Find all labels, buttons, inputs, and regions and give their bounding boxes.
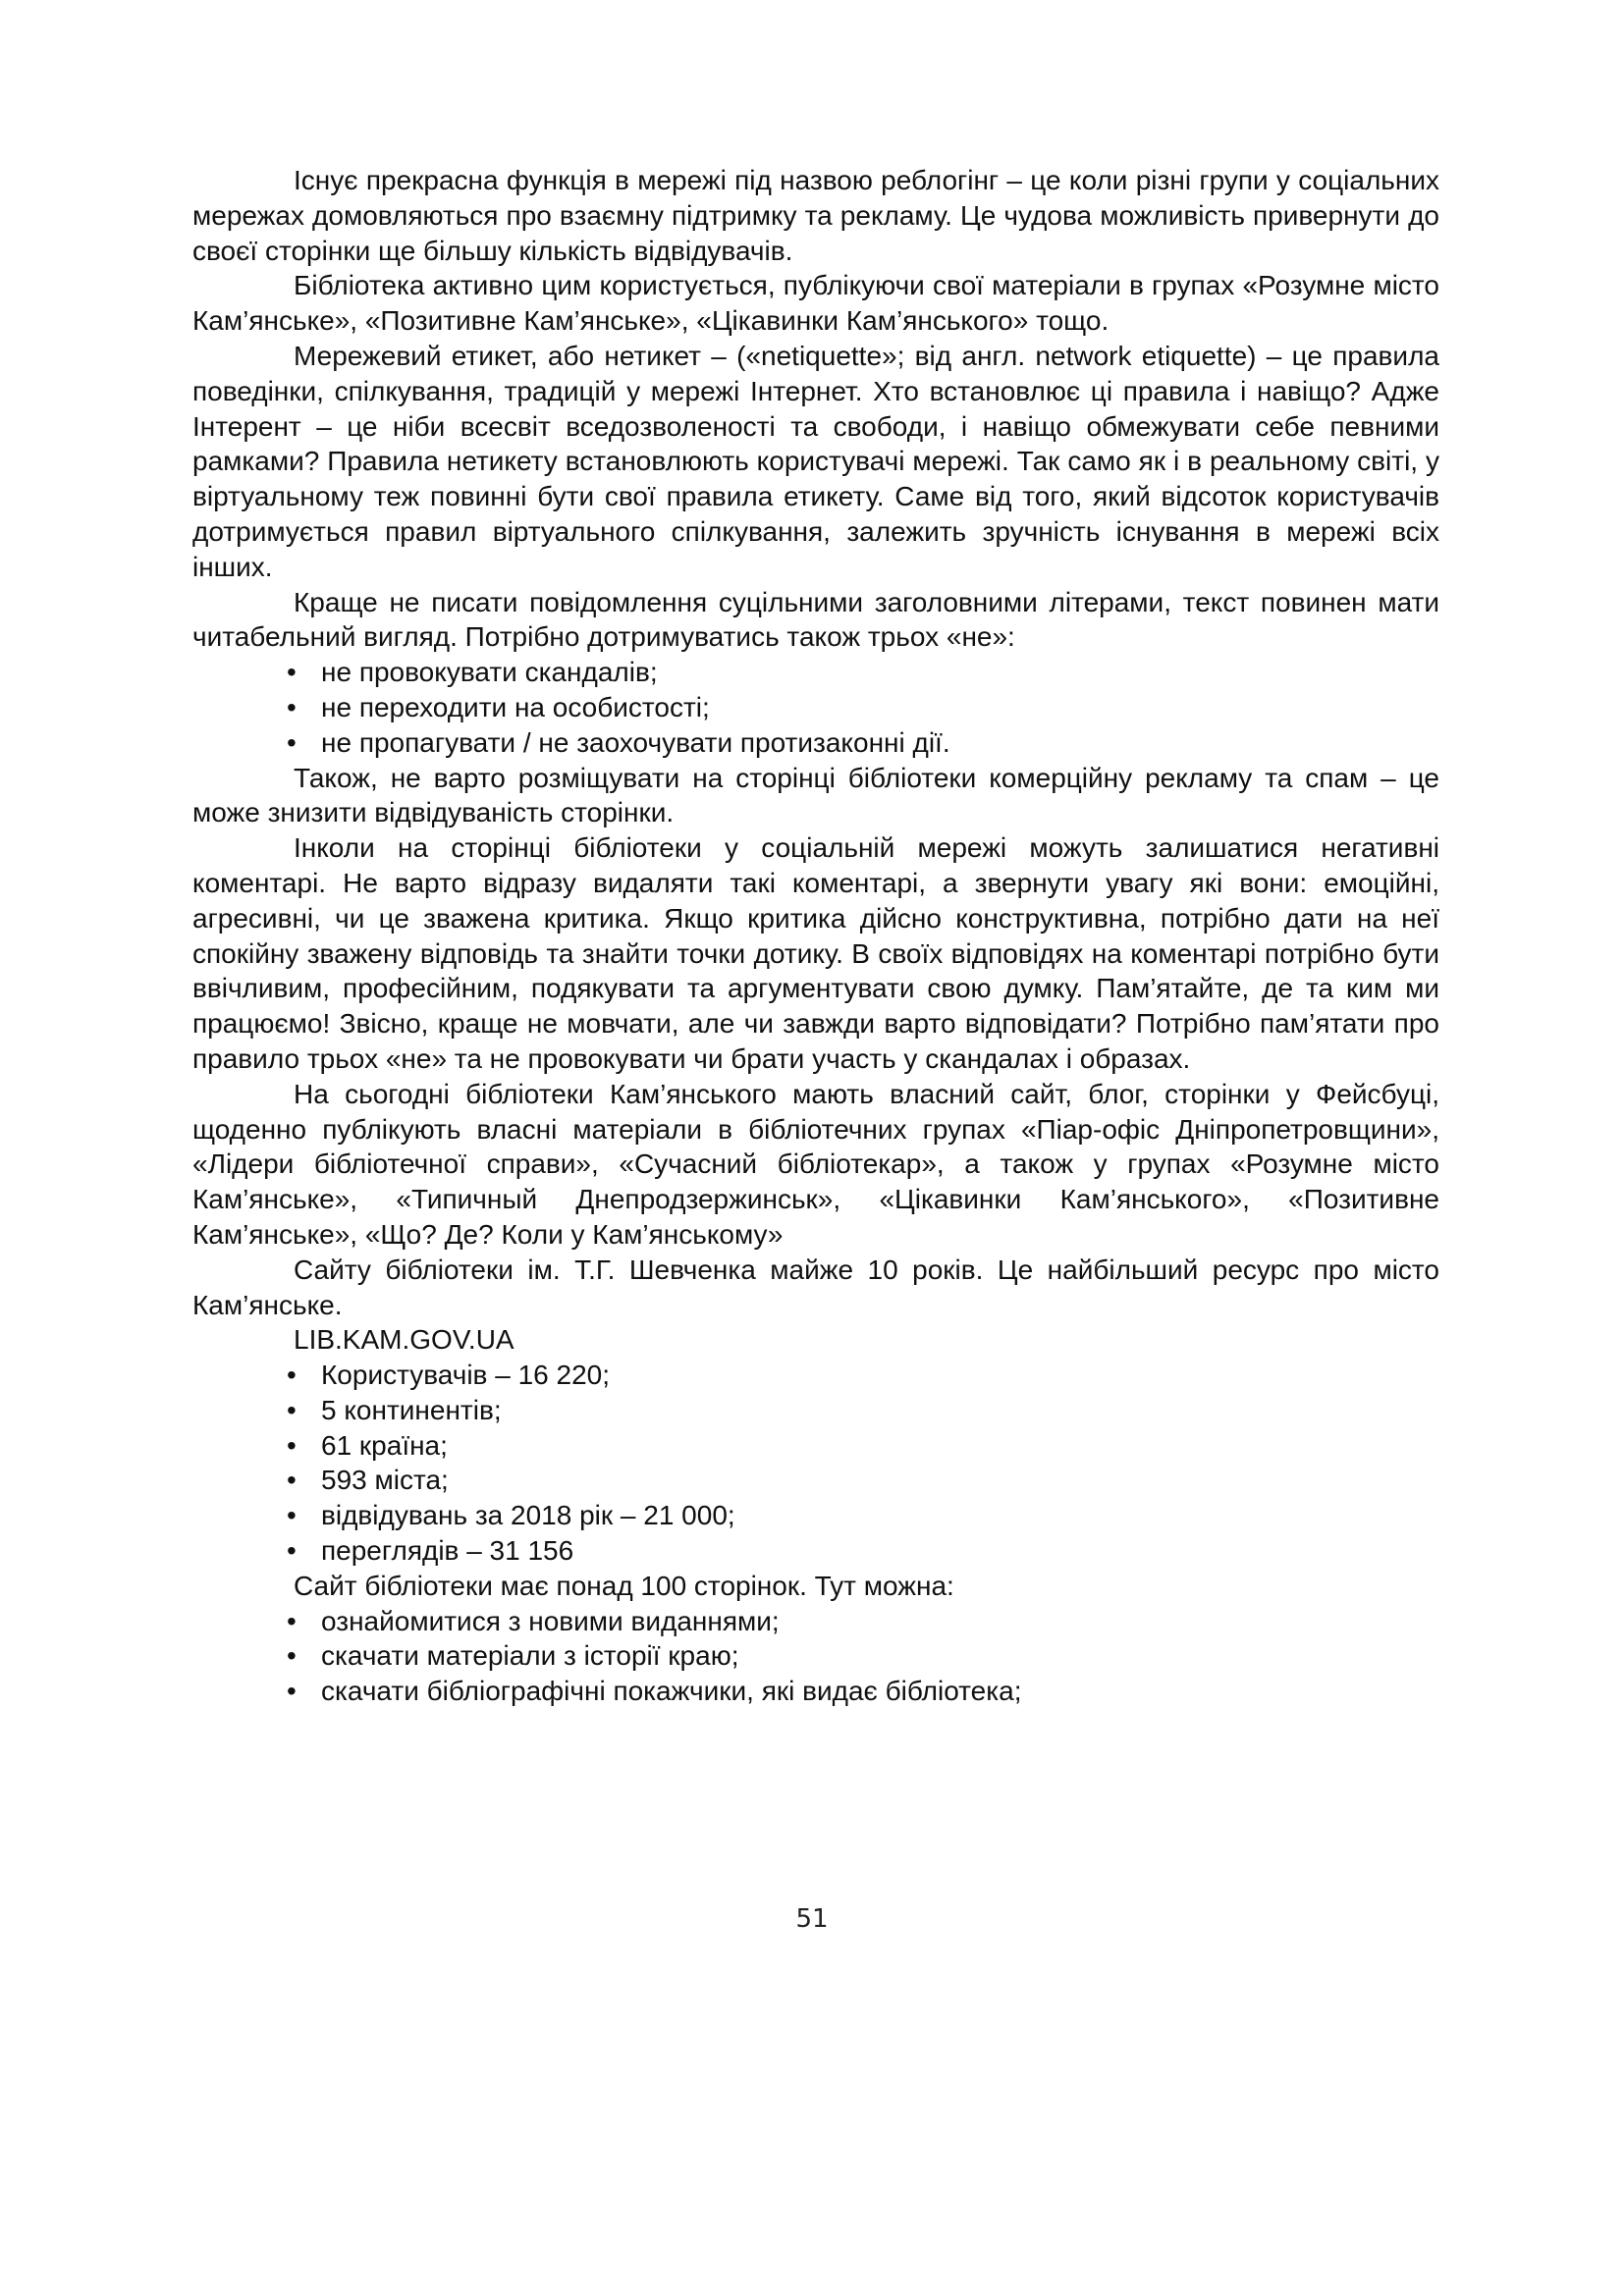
list-item — [287, 690, 1439, 725]
site-stats-list — [192, 1358, 1439, 1569]
paragraph-writing-advice: Краще не писати повідомлення суцільними заголовними літерами, текст повинен мати читабельний вигляд. Потрібно дотримуватись також трьох «не»: — [192, 586, 1439, 653]
list-item — [287, 1393, 1439, 1428]
list-item — [287, 1498, 1439, 1533]
list-item-text: не провокувати скандалів; — [321, 657, 658, 688]
paragraph-library-presence: На сьогодні бібліотеки Кам’янського мають власний сайт, блог, сторінки у Фейсбуці, щоденно публікують власні матеріали в бібліотечних групах «Піар-офіс Дніпропетровщини», «Лідери бібліотечної справи», «Сучасний бібліотекар», а також у групах «Розумне місто Кам’янське», «Типичный Днепродзержинськ», «Цікавинки Кам’янського», «Позитивне Кам’янське», «Що? Де? Коли у Кам’янському» — [192, 1078, 1439, 1250]
rules-list — [192, 655, 1439, 760]
list-item-text: не пропагувати / не заохочувати протизаконні дії. — [321, 726, 950, 758]
list-item — [287, 725, 1439, 761]
bullet-icon: • — [287, 1676, 297, 1707]
list-item — [287, 1674, 1439, 1709]
page-number: 51 — [795, 1904, 829, 1934]
paragraph-negative-comments: Інколи на сторінці бібліотеки у соціальній мережі можуть залишатися негативні коментарі. Не варто відразу видаляти такі коментарі, а звернути увагу які вони: емоційні, агресивні, чи це зважена критика. Якщо критика дійсно конструктивна, потрібно дати на неї спокійну зважену відповідь та знайти точки дотику. В своїх відповідях на коментарі потрібно бути ввічливим, професійним, подякувати та аргументувати свою думку. Пам’ятайте, де та ким ми працюємо! Звісно, краще не мовчати, але чи завжди варто відповідати? Потрібно пам’ятати про правило трьох «не» та не провокувати чи брати участь у скандалах і образах. — [192, 832, 1439, 1074]
bullet-icon: • — [287, 1394, 297, 1425]
list-item-text: ознайомитися з новими виданнями; — [321, 1605, 780, 1636]
paragraph-netiquette: Мережевий етикет, або нетикет – («netiquette»; від англ. network etiquette) – це правила поведінки, спілкування, традицій у мережі Інтернет. Хто встановлює ці правила і навіщо? Адже Інтерент – це ніби всесвіт вседозволеності та свободи, і навіщо обмежувати себе певними рамками? Правила нетикету встановлюють користувачі мережі. Так само як і в реальному світі, у віртуальному теж повинні бути свої правила етикету. Саме від того, який відсоток користувачів дотримується правил віртуального спілкування, залежить зручність існування в мережі всіх інших. — [192, 340, 1439, 582]
page-body — [192, 163, 1439, 1709]
list-item-text: Користувачів – 16 220; — [321, 1360, 610, 1391]
list-item-text: переглядів – 31 156 — [321, 1535, 574, 1567]
list-item — [287, 655, 1439, 690]
list-item-text: не переходити на особистості; — [321, 691, 710, 722]
bullet-icon: • — [287, 1535, 297, 1567]
bullet-icon: • — [287, 1605, 297, 1636]
bullet-icon: • — [287, 1360, 297, 1391]
bullet-icon: • — [287, 691, 297, 722]
list-item — [287, 1428, 1439, 1464]
bullet-icon: • — [287, 1640, 297, 1672]
list-item-text: скачати бібліографічні покажчики, які видає бібліотека; — [321, 1676, 1022, 1707]
site-features-list — [192, 1604, 1439, 1709]
site-intro: Сайт бібліотеки має понад 100 сторінок. Тут можна: — [294, 1570, 954, 1601]
bullet-icon: • — [287, 1429, 297, 1461]
list-item — [287, 1604, 1439, 1639]
list-item-text: 593 міста; — [321, 1465, 449, 1496]
paragraph-reblogging: Існує прекрасна функція в мережі під назвою реблогінг – це коли різні групи у соціальних мережах домовляються про взаємну підтримку та рекламу. Це чудова можливість привернути до своєї сторінки ще більшу кількість відвідувачів. — [192, 165, 1439, 266]
bullet-icon: • — [287, 657, 297, 688]
paragraph-library-groups: Бібліотека активно цим користується, публікуючи свої матеріали в групах «Розумне місто Кам’янське», «Позитивне Кам’янське», «Цікавинки Кам’янського» тощо. — [192, 270, 1439, 337]
paragraph-site-age: Сайту бібліотеки ім. Т.Г. Шевченка майже 10 років. Це найбільший ресурс про місто Кам’янське. — [192, 1254, 1439, 1320]
list-item-text: скачати матеріали з історії краю; — [321, 1640, 739, 1672]
list-item — [287, 1463, 1439, 1498]
bullet-icon: • — [287, 1500, 297, 1531]
list-item — [287, 1358, 1439, 1393]
bullet-icon: • — [287, 726, 297, 758]
list-item-text: 5 континентів; — [321, 1394, 502, 1425]
list-item — [287, 1638, 1439, 1674]
list-item-text: 61 країна; — [321, 1429, 448, 1461]
bullet-icon: • — [287, 1465, 297, 1496]
site-url: LIB.KAM.GOV.UA — [294, 1324, 514, 1356]
list-item-text: відвідувань за 2018 рік – 21 000; — [321, 1500, 735, 1531]
list-item — [287, 1533, 1439, 1569]
paragraph-no-ads: Також, не варто розміщувати на сторінці бібліотеки комерційну рекламу та спам – це може знизити відвідуваність сторінки. — [192, 762, 1439, 828]
